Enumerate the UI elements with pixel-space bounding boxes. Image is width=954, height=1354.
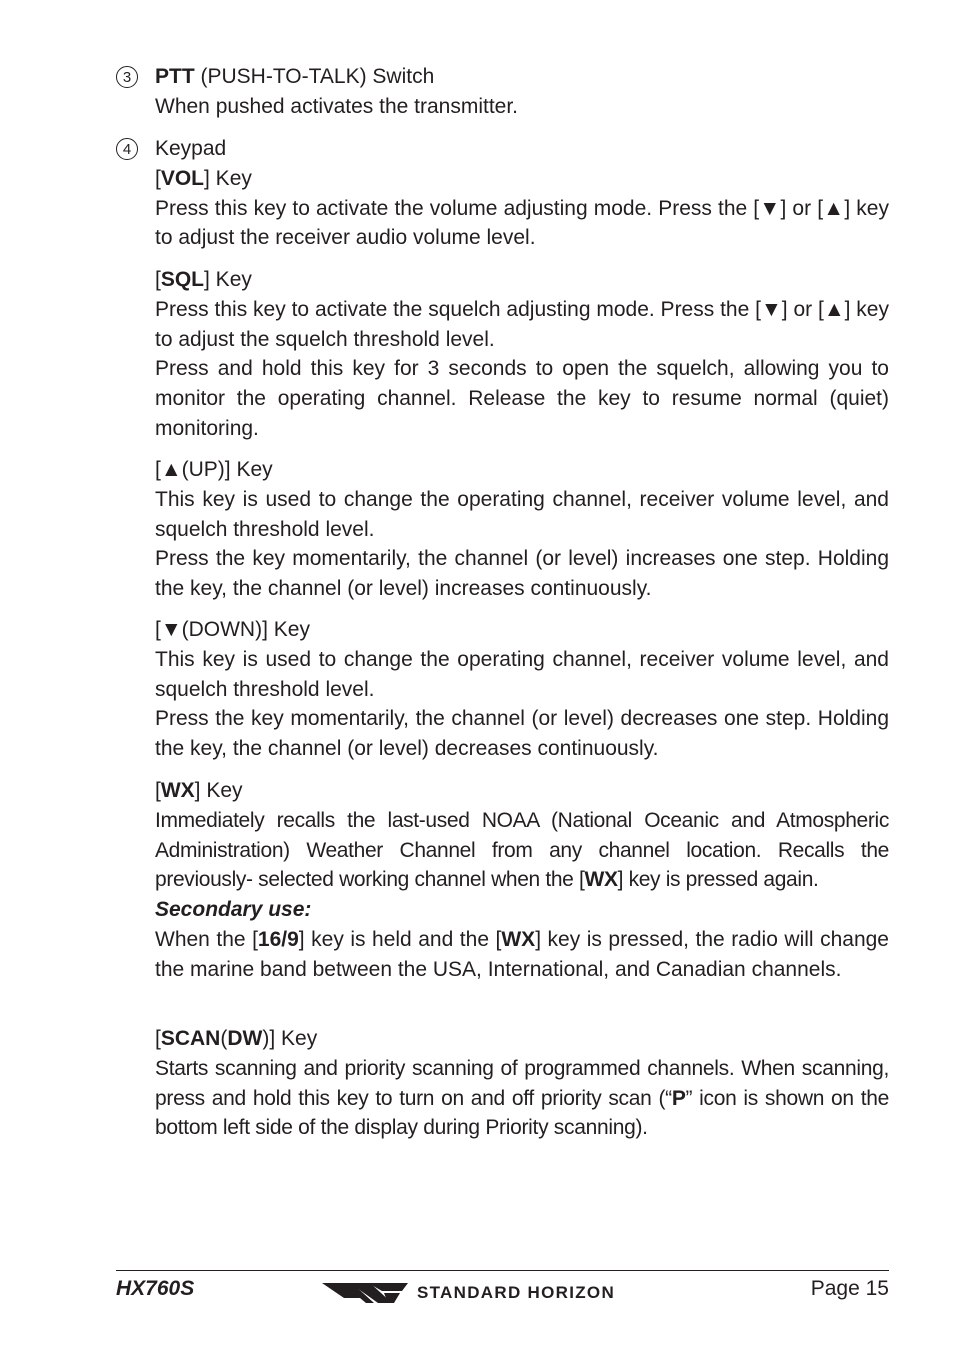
ptt-description: When pushed activates the transmitter.	[155, 94, 519, 118]
scan-key-title: [SCAN(DW)] Key	[155, 1027, 318, 1050]
sql-description-2: Press and hold this key for 3 seconds to open the squelch, allowing you to monitor the operating channel. Release the key to resume normal (quiet) monitoring.	[155, 357, 889, 440]
sql-key-suffix: ] Key	[204, 268, 252, 291]
wx-sec-text-c: ] key is held and the [	[298, 927, 502, 951]
vol-description: Press this key to activate the volume adjusting mode. Press the [▼] or [▲] key to adjust the receiver audio volume level.	[155, 196, 889, 250]
down-description-1: This key is used to change the operating channel, receiver volume level, and squelch threshold level.	[155, 647, 889, 701]
wx-sec-key-wx: WX	[501, 927, 536, 951]
keypad-section	[155, 134, 889, 253]
up-description-1: This key is used to change the operating channel, receiver volume level, and squelch threshold level.	[155, 487, 889, 541]
wx-key-label: WX	[160, 779, 195, 802]
scan-desc-text-a: Starts scanning and priority scanning of programmed channels. When scanning, press and hold this key to turn on and off priority scan (“	[155, 1056, 889, 1110]
down-section	[155, 615, 889, 764]
vol-key-title: [VOL] Key	[155, 166, 252, 190]
wx-desc-text-a: Immediately recalls the last-used NOAA (National Oceanic and Atmospheric Administration) Weather Channel from any channel location. Recalls the previously- selected working channel when the [	[155, 808, 889, 892]
dw-key-label: DW	[227, 1027, 263, 1050]
scan-description	[155, 1054, 889, 1143]
scan-desc-p-icon: P	[671, 1086, 686, 1110]
wx-description-1	[155, 806, 889, 895]
keypad-title: Keypad	[155, 137, 227, 160]
up-key-title: [▲(UP)] Key	[155, 458, 273, 481]
up-description-2: Press the key momentarily, the channel (or level) increases one step. Holding the key, the channel (or level) increases continuously.	[155, 547, 889, 601]
wx-key-suffix: ] Key	[194, 779, 243, 802]
down-key-title: [▼(DOWN)] Key	[155, 618, 310, 641]
scan-key-mid: (	[220, 1027, 228, 1050]
item-number-marker: 4	[116, 138, 138, 160]
up-section	[155, 455, 889, 604]
wx-key-title: [WX] Key	[155, 779, 243, 802]
footer-model: HX760S	[116, 1277, 195, 1300]
scan-key-suffix: )] Key	[262, 1027, 318, 1050]
wx-sec-key-169: 16/9	[257, 927, 299, 951]
scan-section	[155, 1024, 889, 1143]
wx-description-2	[155, 925, 889, 985]
sql-key-label: SQL	[160, 268, 205, 291]
sql-description-1: Press this key to activate the squelch adjusting mode. Press the [▼] or [▲] key to adjust the squelch threshold level.	[155, 297, 889, 351]
item-number-marker: 3	[116, 66, 138, 88]
wx-desc-text-c: ] key is pressed again.	[617, 868, 819, 892]
ptt-title-bold: PTT	[155, 65, 195, 88]
wx-sec-text-e: ] key is pressed, the radio will change the marine band between the USA, International, and Canadian channels.	[155, 927, 889, 981]
wx-section	[155, 776, 889, 985]
secondary-use-heading: Secondary use:	[155, 898, 312, 922]
vol-key-label: VOL	[160, 166, 205, 190]
wx-sec-text-a: When the [	[155, 927, 258, 951]
footer-brand: STANDARD HORIZON	[417, 1283, 616, 1302]
standard-horizon-logo-icon	[322, 1279, 412, 1309]
ptt-title-rest: (PUSH-TO-TALK) Switch	[194, 65, 435, 88]
scan-key-label: SCAN	[160, 1027, 221, 1050]
scan-desc-text-c: ” icon is shown on the bottom left side of the display during Priority scanning).	[155, 1086, 889, 1140]
ptt-title	[155, 62, 889, 92]
sql-section	[155, 265, 889, 444]
sql-key-title: [SQL] Key	[155, 268, 252, 291]
vol-key-suffix: ] Key	[204, 166, 252, 190]
footer-logo	[322, 1279, 684, 1309]
footer-divider	[116, 1270, 889, 1271]
down-description-2: Press the key momentarily, the channel (or level) decreases one step. Holding the key, the channel (or level) decreases continuously.	[155, 707, 889, 761]
wx-desc-key: WX	[584, 868, 618, 892]
footer-page-number: Page 15	[810, 1277, 889, 1300]
ptt-section	[155, 62, 889, 122]
